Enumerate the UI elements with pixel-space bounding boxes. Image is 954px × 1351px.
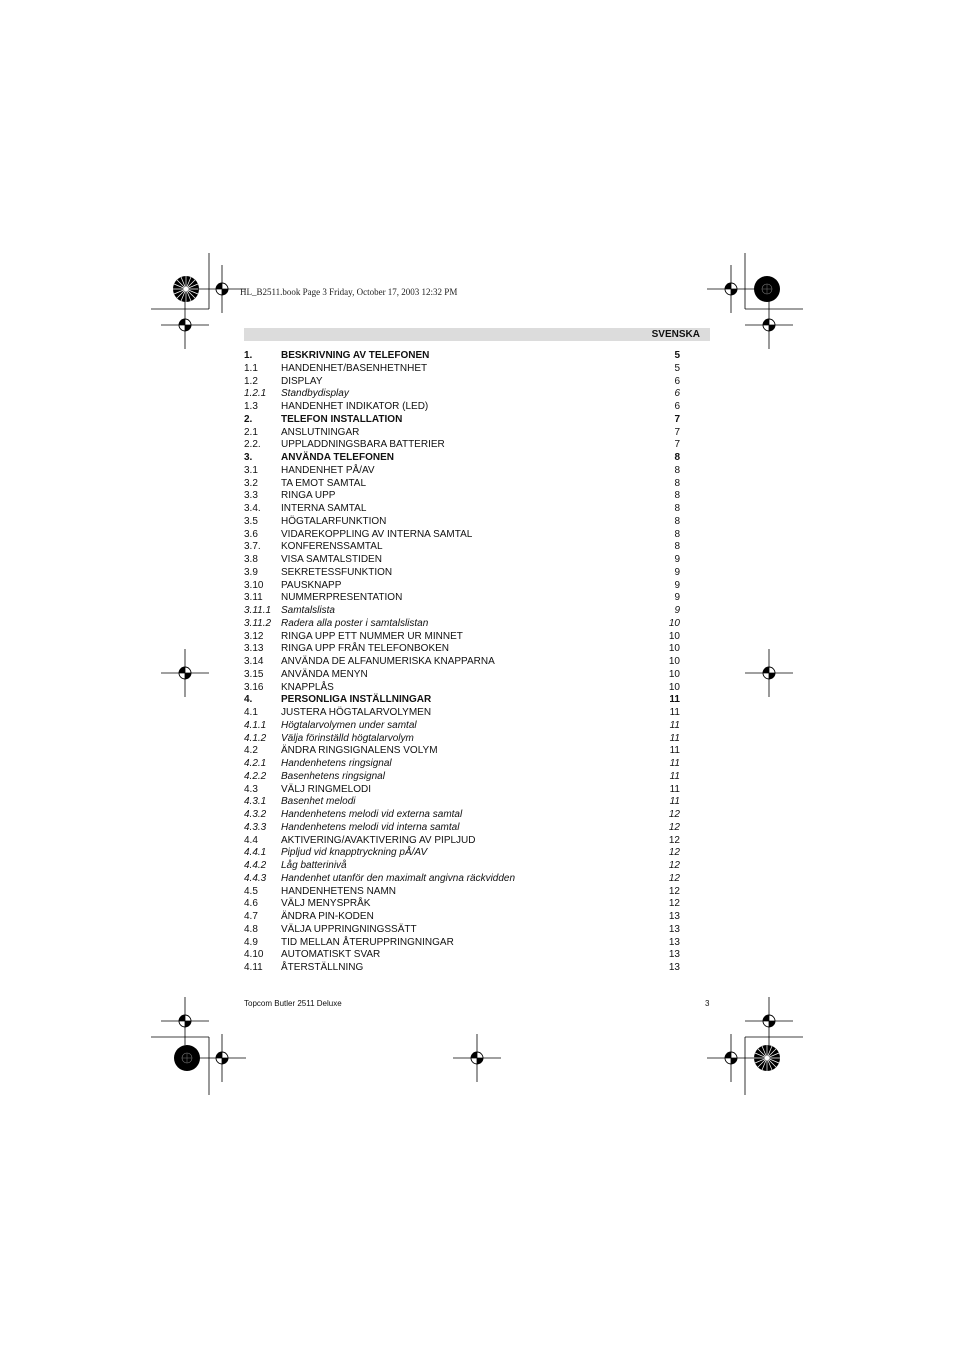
toc-entry-number: 2. [244,413,253,425]
toc-entry-number: 3.5 [244,515,258,527]
toc-entry [244,567,684,580]
toc-entry [244,388,684,401]
toc-entry-title: TELEFON INSTALLATION [281,413,403,425]
toc-entry-title: TA EMOT SAMTAL [281,477,367,489]
toc-entry-title: VISA SAMTALSTIDEN [281,554,382,565]
language-label: SVENSKA [651,329,700,340]
toc-entry-page: 11 [669,732,680,744]
toc-entry [244,580,684,593]
toc-entry-page: 7 [674,439,680,451]
toc-entry-title: HANDENHETENS NAMN [281,885,397,897]
toc-entry-title: VÄLJ RINGMELODI [281,783,372,795]
toc-entry [244,350,684,363]
toc-entry-title: Basenhet melodi [281,796,356,808]
toc-entry [244,376,684,389]
toc-entry-page: 10 [668,630,680,642]
toc-entry [244,643,684,656]
toc-entry-title: ANSLUTNINGAR [281,426,360,438]
toc-entry-number: 4.11 [244,962,263,973]
toc-entry-number: 4.2 [244,745,258,757]
toc-entry-title: DISPLAY [281,375,323,387]
toc-entry-number: 1. [244,350,253,361]
toc-entry-number: 4.8 [244,923,258,935]
toc-entry-number: 1.2 [244,375,258,387]
toc-entry-number: 4. [244,694,253,706]
toc-entry-page: 7 [674,413,680,425]
toc-entry-page: 6 [674,401,680,412]
toc-entry-title: RINGA UPP FRÅN TELEFONBOKEN [281,643,450,655]
toc-entry-page: 8 [674,541,680,553]
toc-entry-title: PAUSKNAPP [281,579,342,591]
toc-entry-title: AUTOMATISKT SVAR [281,949,381,961]
toc-entry [244,733,684,746]
toc-entry [244,490,684,503]
toc-entry-title: Välja förinställd högtalarvolym [281,732,414,744]
toc-entry-page: 12 [668,898,680,910]
toc-entry-number: 1.1 [244,362,258,374]
toc-entry-page: 13 [668,962,680,973]
toc-entry-number: 3.14 [244,656,264,667]
toc-entry-title: Samtalslista [281,605,335,616]
toc-entry-page: 11 [669,694,680,706]
toc-entry [244,860,684,873]
toc-entry-title: HANDENHET INDIKATOR (LED) [281,401,429,412]
toc-entry [244,898,684,911]
toc-entry-title: VÄLJA UPPRINGNINGSSÄTT [281,923,417,935]
toc-entry [244,758,684,771]
toc-entry-number: 4.9 [244,936,258,948]
footer-page-number: 3 [705,999,710,1008]
toc-entry-page: 9 [674,579,680,591]
toc-entry-page: 12 [668,847,680,859]
toc-entry [244,924,684,937]
toc-entry-page: 10 [668,656,680,667]
toc-entry-title: Pipljud vid knapptryckning pÅ/AV [281,847,428,859]
toc-entry-page: 12 [668,809,680,820]
toc-entry-number: 1.3 [244,401,258,412]
toc-entry [244,503,684,516]
toc-entry-number: 2.2. [244,439,261,451]
toc-entry [244,401,684,414]
toc-entry [244,363,684,376]
toc-entry [244,618,684,631]
toc-entry-page: 10 [668,681,680,693]
toc-entry [244,720,684,733]
toc-entry-number: 3.15 [244,668,264,680]
toc-entry-page: 12 [668,885,680,897]
toc-entry-title: HÖGTALARFUNKTION [281,515,387,527]
toc-entry-number: 3.16 [244,681,264,693]
toc-entry [244,745,684,758]
toc-entry-number: 4.3.1 [244,796,267,808]
toc-entry-number: 3. [244,452,253,463]
toc-entry-number: 3.11 [244,592,263,604]
toc-entry-number: 3.13 [244,643,264,655]
toc-entry-page: 11 [669,745,680,757]
toc-entry-page: 8 [674,503,680,514]
toc-entry [244,631,684,644]
toc-entry-number: 4.7 [244,911,258,922]
toc-entry-title: ÄNDRA PIN-KODEN [281,911,374,922]
toc-entry-page: 10 [668,617,680,629]
toc-entry [244,873,684,886]
toc-entry-page: 9 [674,566,680,578]
toc-entry [244,656,684,669]
toc-entry-page: 5 [674,350,680,361]
toc-entry-number: 4.1.1 [244,719,267,731]
toc-entry-number: 4.3.3 [244,821,267,833]
toc-entry-number: 3.11.2 [244,617,272,629]
toc-entry-title: VÄLJ MENYSPRÅK [281,898,371,910]
toc-entry [244,682,684,695]
toc-entry [244,414,684,427]
toc-entry-number: 3.3 [244,490,258,502]
toc-entry [244,694,684,707]
toc-entry-number: 4.3 [244,783,258,795]
footer-product-name: Topcom Butler 2511 Deluxe [244,999,342,1008]
toc-entry-title: SEKRETESSFUNKTION [281,566,393,578]
toc-entry-title: ÄNDRA RINGSIGNALENS VOLYM [281,745,438,757]
toc-entry-page: 7 [674,426,680,438]
toc-entry-title: Handenhetens melodi vid externa samtal [281,809,463,820]
toc-entry-page: 8 [674,464,680,476]
toc-entry-title: ÅTERSTÄLLNING [281,962,364,973]
toc-entry-title: UPPLADDNINGSBARA BATTERIER [281,439,445,451]
toc-entry-page: 11 [669,770,680,782]
toc-entry-number: 4.2.2 [244,770,267,782]
toc-entry-number: 3.8 [244,554,258,565]
toc-entry-number: 4.6 [244,898,258,910]
toc-entry-title: INTERNA SAMTAL [281,503,367,514]
toc-entry [244,796,684,809]
toc-entry-page: 8 [674,515,680,527]
toc-entry-page: 12 [668,834,680,846]
toc-entry-title: TID MELLAN ÅTERUPPRINGNINGAR [281,936,454,948]
toc-entry-title: RINGA UPP ETT NUMMER UR MINNET [281,630,463,642]
toc-entry-number: 3.4. [244,503,261,514]
toc-entry [244,541,684,554]
toc-entry-title: Basenhetens ringsignal [281,770,385,782]
toc-entry-number: 4.3.2 [244,809,267,820]
toc-entry-page: 5 [674,362,680,374]
toc-entry-page: 8 [674,528,680,540]
toc-entry-number: 3.9 [244,566,258,578]
toc-entry [244,427,684,440]
toc-entry-page: 13 [668,949,680,961]
toc-entry-number: 2.1 [244,426,258,438]
toc-entry-page: 9 [674,592,680,604]
print-slug: HL_B2511.book Page 3 Friday, October 17, 2003 12:32 PM [240,287,458,297]
toc-entry [244,962,684,975]
toc-entry-page: 13 [668,923,680,935]
toc-entry [244,605,684,618]
toc-entry-page: 11 [669,758,680,769]
toc-entry-number: 4.2.1 [244,758,267,769]
toc-entry-page: 11 [669,783,680,795]
toc-entry-page: 12 [668,860,680,871]
toc-entry-page: 13 [668,911,680,922]
toc-entry [244,465,684,478]
toc-entry-page: 6 [674,388,680,400]
toc-entry-number: 3.6 [244,528,258,540]
toc-entry-number: 1.2.1 [244,388,267,400]
toc-entry-page: 11 [669,707,680,718]
toc-entry-title: ANVÄNDA DE ALFANUMERISKA KNAPPARNA [281,656,495,667]
toc-entry-title: JUSTERA HÖGTALARVOLYMEN [281,707,432,718]
toc-entry-number: 4.10 [244,949,264,961]
toc-entry-title: KONFERENSSAMTAL [281,541,383,553]
toc-entry-number: 4.4.1 [244,847,267,859]
toc-entry-number: 3.2 [244,477,258,489]
toc-entry-page: 11 [669,719,680,731]
toc-entry [244,822,684,835]
toc-entry-page: 9 [674,554,680,565]
toc-entry-title: Standbydisplay [281,388,349,400]
toc-entry-number: 3.11.1 [244,605,272,616]
toc-entry [244,669,684,682]
toc-entry [244,937,684,950]
toc-entry-title: PERSONLIGA INSTÄLLNINGAR [281,694,432,706]
toc-entry [244,707,684,720]
toc-entry [244,886,684,899]
toc-entry [244,847,684,860]
toc-entry-title: VIDAREKOPPLING AV INTERNA SAMTAL [281,528,473,540]
toc-entry-title: KNAPPLÅS [281,681,334,693]
toc-entry-number: 4.4.2 [244,860,267,871]
toc-entry [244,949,684,962]
toc-entry [244,592,684,605]
toc-entry-title: NUMMERPRESENTATION [281,592,403,604]
toc-entry [244,452,684,465]
toc-entry [244,771,684,784]
toc-entry-number: 3.12 [244,630,264,642]
toc-entry-title: Radera alla poster i samtalslistan [281,617,429,629]
toc-entry-page: 8 [674,477,680,489]
toc-entry-title: ANVÄNDA TELEFONEN [281,452,394,463]
toc-entry [244,809,684,822]
toc-entry [244,784,684,797]
toc-entry-title: Handenhet utanför den maximalt angivna räckvidden [281,872,516,884]
toc-entry [244,516,684,529]
toc-entry-number: 4.4.3 [244,872,267,884]
toc-entry [244,554,684,567]
toc-entry-page: 13 [668,936,680,948]
toc-entry-title: RINGA UPP [281,490,336,502]
toc-entry [244,478,684,491]
toc-entry-title: Handenhetens ringsignal [281,758,392,769]
toc-entry-page: 12 [668,872,680,884]
toc-entry-page: 8 [674,452,680,463]
toc-entry-title: Låg batterinivå [281,860,347,871]
toc-entry-title: ANVÄNDA MENYN [281,668,368,680]
toc-entry-page: 9 [674,605,680,616]
toc-entry-title: HANDENHET/BASENHETNHET [281,362,428,374]
toc-entry-number: 4.5 [244,885,258,897]
toc-entry-title: Handenhetens melodi vid interna samtal [281,821,460,833]
toc-entry-title: AKTIVERING/AVAKTIVERING AV PIPLJUD [281,834,476,846]
toc-entry [244,911,684,924]
toc-entry-page: 6 [674,375,680,387]
toc-entry-page: 11 [669,796,680,808]
toc-entry-title: Högtalarvolymen under samtal [281,719,417,731]
toc-entry [244,529,684,542]
language-header-bar [244,328,710,341]
toc-entry [244,835,684,848]
table-of-contents [244,350,684,975]
toc-entry-number: 4.1.2 [244,732,267,744]
toc-entry-number: 3.1 [244,464,258,476]
toc-entry [244,439,684,452]
toc-entry-title: HANDENHET PÅ/AV [281,464,375,476]
toc-entry-page: 10 [668,668,680,680]
toc-entry-title: BESKRIVNING AV TELEFONEN [281,350,430,361]
toc-entry-number: 3.7. [244,541,261,553]
toc-entry-number: 4.1 [244,707,258,718]
toc-entry-page: 10 [668,643,680,655]
toc-entry-number: 4.4 [244,834,258,846]
toc-entry-number: 3.10 [244,579,264,591]
toc-entry-page: 8 [674,490,680,502]
toc-entry-page: 12 [668,821,680,833]
